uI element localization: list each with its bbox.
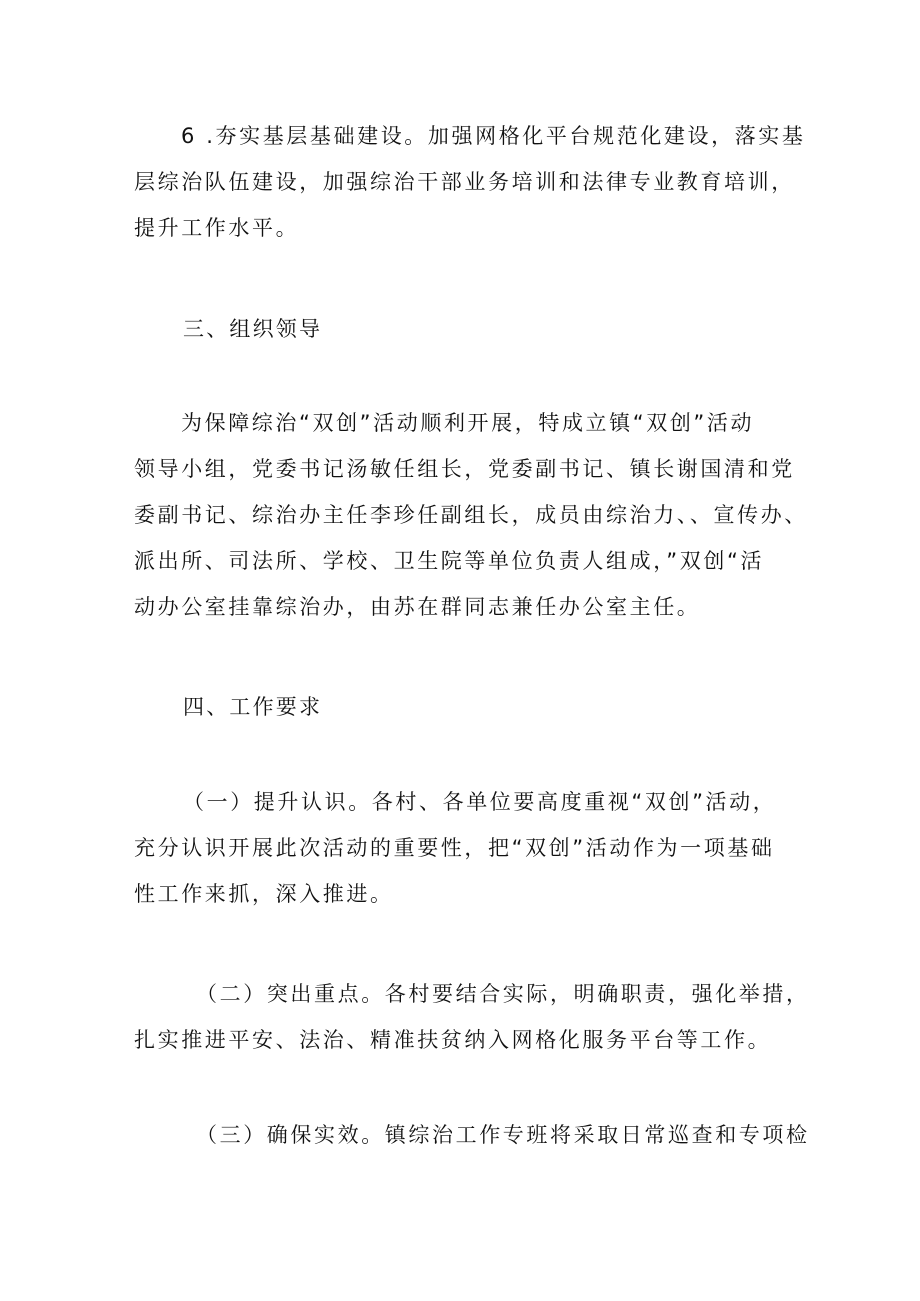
requirement-1-line-1: （一）提升认识。各村、各单位要高度重视“双创”活动， [183,790,777,814]
requirement-2-line-1: （二）突出重点。各村要结合实际，明确职责，强化举措， [196,982,810,1006]
section-heading-4: 四、工作要求 [183,695,323,719]
org-paragraph-line-4: 派出所、司法所、学校、卫生院等单位负责人组成，”双创“活 [134,549,765,573]
requirement-1-line-2: 充分认识开展此次活动的重要性，把“双创”活动作为一项基础 [134,836,775,860]
org-paragraph-line-1: 为保障综治“双创”活动顺利开展，特成立镇“双创”活动 [181,411,755,435]
requirement-3-line-1: （三）确保实效。镇综治工作专班将采取日常巡查和专项检 [196,1123,810,1147]
org-paragraph-line-3: 委副书记、综治办主任李珍任副组长，成员由综治力、、宣传办、 [134,503,808,527]
org-paragraph-line-2: 领导小组，党委书记汤敏任组长，党委副书记、镇长谢国清和党 [134,457,795,481]
org-paragraph-line-5: 动办公室挂靠综治办，由苏在群同志兼任办公室主任。 [134,595,701,619]
section-heading-3: 三、组织领导 [183,317,323,341]
requirement-2-line-2: 扎实推进平安、法治、精准扶贫纳入网格化服务平台等工作。 [134,1028,772,1052]
paragraph-6-line-3: 提升工作水平。 [134,216,300,240]
requirement-1-line-3: 性工作来抓，深入推进。 [134,882,394,906]
paragraph-6-line-2: 层综治队伍建设，加强综治干部业务培训和法律专业教育培训， [134,170,795,194]
paragraph-6-line-1: 6 .夯实基层基础建设。加强网格化平台规范化建设，落实基 [181,124,806,148]
